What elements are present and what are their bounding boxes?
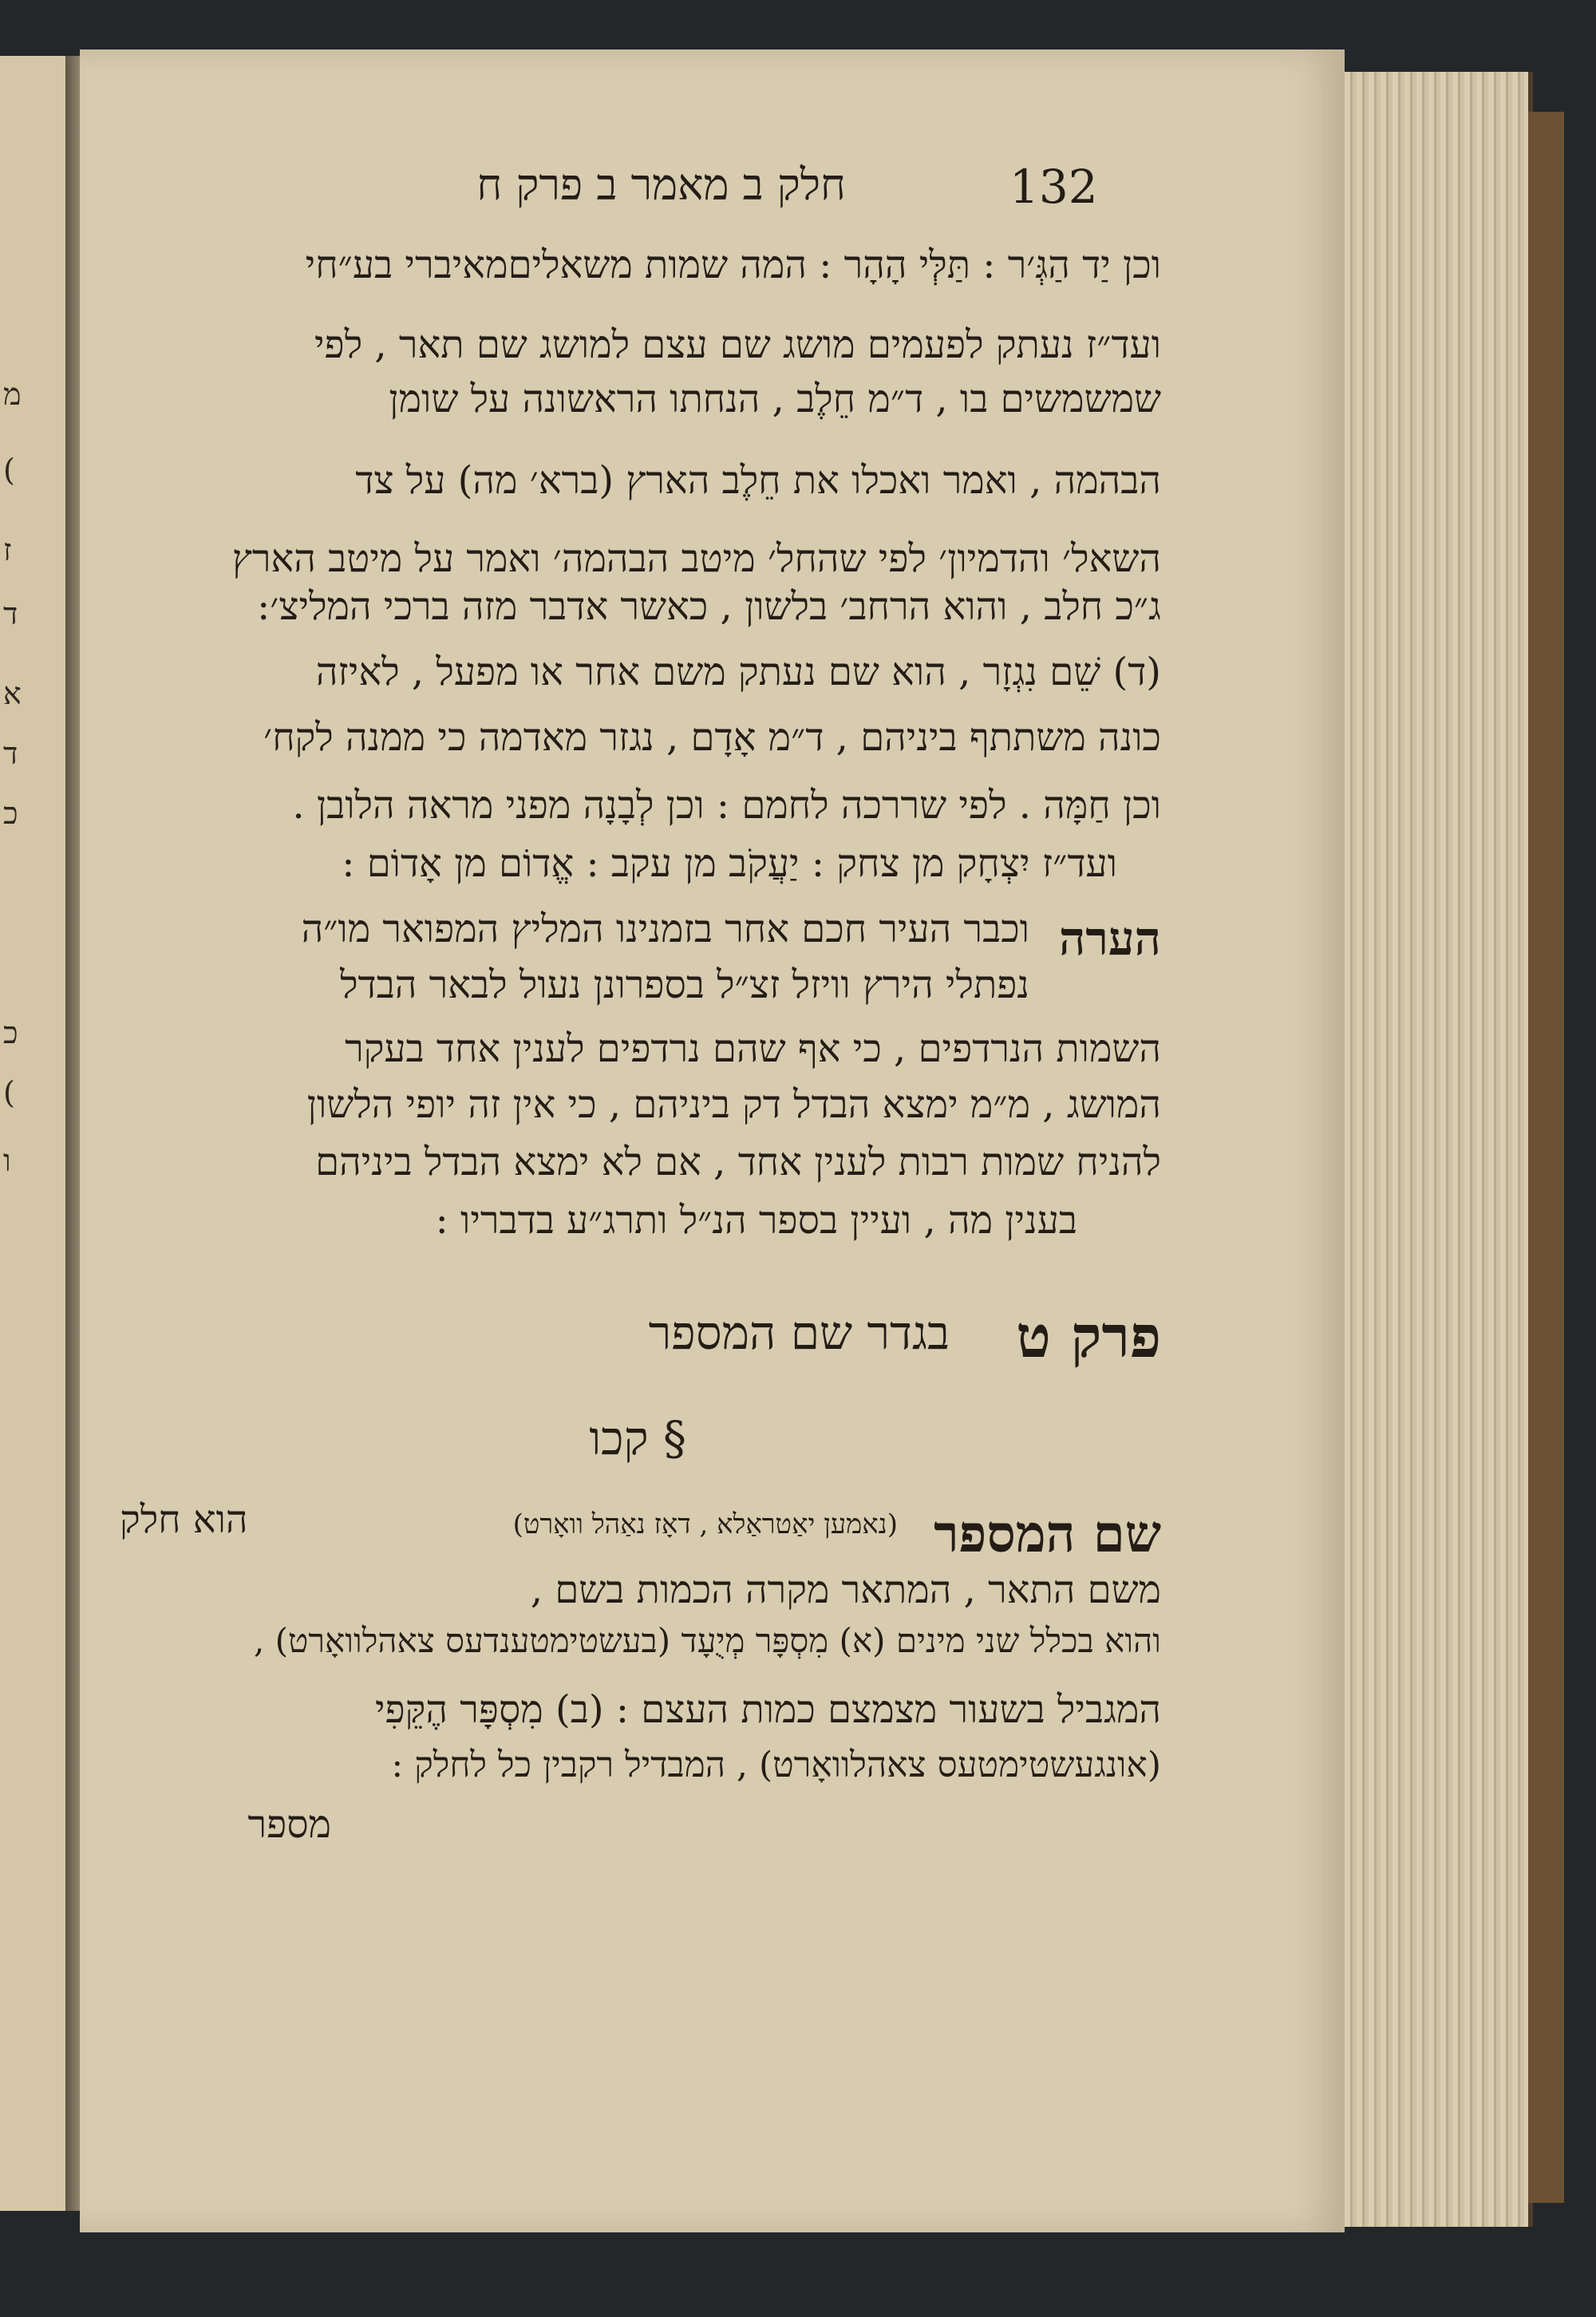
note-line: בענין מה , ועיין בספר הנ״ל ותרג״ע בדבריו :: [435, 1198, 1077, 1243]
note-line: להניח שמות רבות לענין אחד , אם לא ימצא הבדל ביניהם: [315, 1140, 1161, 1184]
left-page-fragment: א: [3, 676, 22, 711]
term-gloss: (נאמען יאַטראַלא , דאָז נאַהל וואָרט): [512, 1508, 898, 1540]
text-line: ועד״ז נעתק לפעמים מושג שם עצם למושג שם תאר , לפי: [314, 322, 1161, 367]
left-page-fragment: מ: [3, 377, 22, 412]
text-line: והוא בכלל שני מינים (א) מִסְפָּר מְיֻעָד (בעשטימטענדעס צאהלוואָרט) ,: [253, 1621, 1161, 1660]
note-line: השמות הנרדפים , כי אף שהם נרדפים לענין אחד בעקר: [345, 1026, 1161, 1071]
text-line: שמשמשים בו , ד״מ חֵלֶב , הנחתו הראשונה על שומן: [389, 377, 1161, 421]
text-line: השאל׳ והדמיון׳ לפי שהחל׳ מיטב הבהמה׳ ואמר על מיטב הארץ: [231, 536, 1161, 581]
note-line: נפתלי הירץ וויזל זצ״ל בספרונן נעול לבאר הבדל: [340, 963, 1029, 1007]
book-cover-edge: [1528, 112, 1564, 2203]
text-line: וכן יַד הַגְּ׳ר : תַּלְּי הָהָר : המה שמות משאליםמאיברי בע״חי: [305, 243, 1161, 287]
left-page-fragment: ד: [3, 596, 18, 631]
left-page-fragment: ו: [3, 1143, 11, 1178]
chapter-title: בגדר שם המספר: [648, 1306, 950, 1360]
left-page-fragment: ז: [3, 532, 12, 567]
previous-page-edge: [0, 56, 69, 2211]
text-line: (ד) שֵׁם נִגְזָר , הוא שם נעתק משם אחר או מפעל , לאיזה: [315, 650, 1161, 694]
running-head: חלק ב מאמר ב פרק ח: [476, 160, 846, 210]
note-label: הערה: [1058, 911, 1161, 966]
chapter-number: פרק ט: [1016, 1303, 1161, 1370]
text-line: משם התאר , המתאר מקרה הכמות בשם ,: [530, 1568, 1161, 1612]
catchword: מספר: [247, 1802, 331, 1847]
page-edges: [1345, 72, 1533, 2227]
text-line: וכן חַמָּה . לפי שררכה לחמם : וכן לְבָנָה מפני מראה הלובן .: [292, 783, 1161, 828]
left-page-fragment: (: [3, 1075, 15, 1110]
page-number: 132: [1009, 160, 1098, 214]
text-line: המגביל בשעור מצמצם כמות העצם : (ב) מִסְפָּר הֶקֵּפִי: [374, 1687, 1161, 1732]
left-page-fragment: (: [3, 453, 15, 488]
note-line: וכבר העיר חכם אחר בזמנינו המליץ המפואר מו״ה: [301, 907, 1029, 951]
left-page-fragment: כ: [3, 1015, 18, 1050]
left-page-fragment: כ: [3, 796, 18, 831]
text-line: (אונגעשטימטעס צאהלוואָרט) , המבדיל רקבין כל לחלק :: [391, 1745, 1161, 1785]
note-line: המושג , מ״מ ימצא הבדל דק ביניהם , כי אין זה יופי הלשון: [306, 1082, 1161, 1127]
text-line: הוא חלק: [120, 1497, 248, 1542]
text-line: הבהמה , ואמר ואכלו את חֵלֶב הארץ (ברא׳ מה) על צד: [355, 458, 1161, 503]
text-line: כונה משתתף ביניהם , ד״מ אָדָם , נגזר מאדמה כי ממנה לקח׳: [263, 715, 1161, 760]
left-page-fragment: ד: [3, 736, 18, 771]
section-number: § קכו: [589, 1411, 686, 1465]
text-line: ג״כ חלב , והוא הרחב׳ בלשון , כאשר אדבר מזה ברכי המליצ׳:: [257, 584, 1161, 629]
text-line: ועד״ז יִצְחָק מן צחק : יַעֲקֹב מן עקב : אֱדוֹם מן אָדוֹם :: [342, 841, 1117, 886]
term-heading: שם המספר: [934, 1504, 1161, 1564]
